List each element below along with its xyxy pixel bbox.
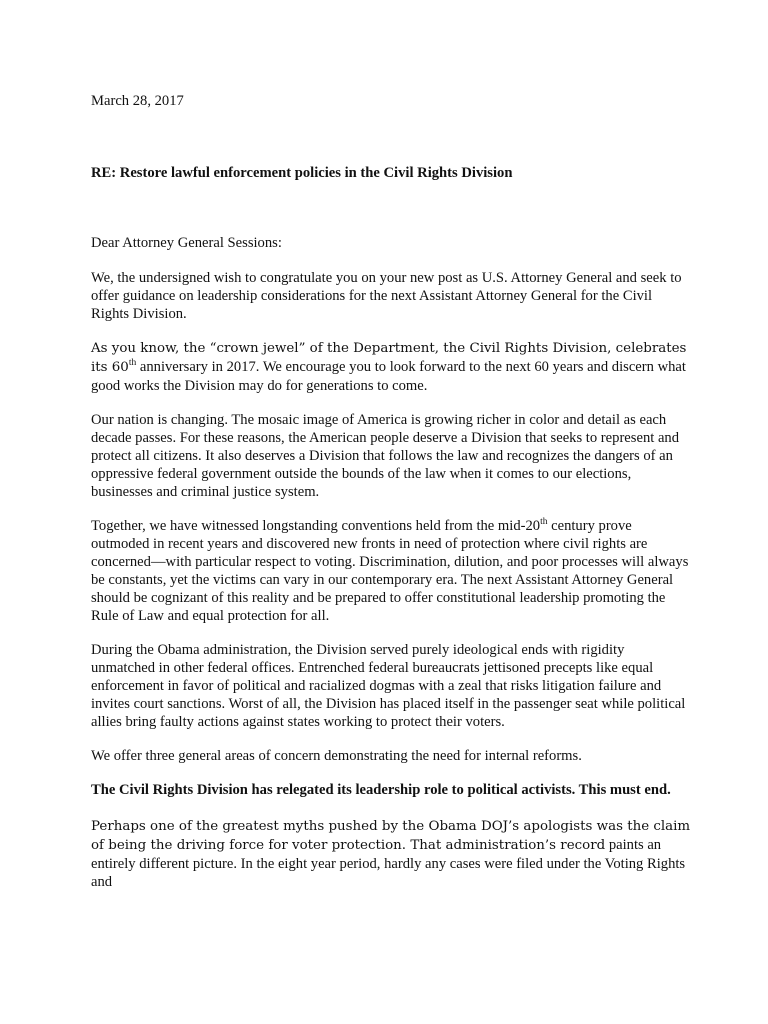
paragraph-conventions-text: Together, we have witnessed longstanding conventions held from the mid-20	[91, 518, 541, 534]
paragraph-three-areas: We offer three general areas of concern demonstrating the need for internal reforms.	[91, 748, 582, 764]
paragraph-greatest-myths	[91, 817, 691, 891]
letter-salutation: Dear Attorney General Sessions:	[91, 235, 282, 251]
letter-date: March 28, 2017	[91, 93, 184, 109]
paragraph-greatest-myths-text: Perhaps one of the greatest myths pushed by the Obama DOJ’s apologists was the claim of being the driving force for voter protection. That administration’s record	[91, 819, 691, 853]
paragraph-greatest-myths-text-cont: paints an entirely different picture. In the eight year period, hardly any cases were filed under the Voting Rights and	[91, 837, 686, 890]
paragraph-crown-jewel	[91, 339, 691, 395]
ordinal-suffix: th	[128, 358, 137, 368]
ordinal-suffix: th	[540, 517, 548, 527]
letter-subject: RE: Restore lawful enforcement policies in the Civil Rights Division	[91, 165, 513, 181]
paragraph-obama-administration: During the Obama administration, the Division served purely ideological ends with rigidity unmatched in other federal offices. Entrenched federal bureaucrats jettisoned precepts like equal enforcement in favor of political and racialized dogmas with a zeal that risks litigation failure and invites court sanctions. Worst of all, the Division has placed itself in the passenger seat while political allies bring faulty actions against states working to protect their voters.	[91, 642, 686, 730]
section-heading-political-activists: The Civil Rights Division has relegated its leadership role to political activists. This must end.	[91, 782, 671, 798]
paragraph-crown-jewel-text-cont: anniversary in 2017. We encourage you to look forward to the next 60 years and discern what good works the Division may do for generations to come.	[91, 359, 686, 394]
paragraph-conventions	[91, 517, 691, 625]
paragraph-nation-changing: Our nation is changing. The mosaic image of America is growing richer in color and detail as each decade passes. For these reasons, the American people deserve a Division that seeks to represent and protect all citizens. It also deserves a Division that follows the law and recognizes the dangers of an oppressive federal government outside the bounds of the law when it comes to our elections, businesses and criminal justice system.	[91, 412, 680, 500]
paragraph-congratulations: We, the undersigned wish to congratulate you on your new post as U.S. Attorney General and seek to offer guidance on leadership considerations for the next Assistant Attorney General for the Civil Rights Division.	[91, 270, 682, 322]
paragraph-conventions-text-cont: century prove outmoded in recent years and discovered new fronts in need of protection where civil rights are concerned—with particular respect to voting. Discrimination, dilution, and poor processes will always be constants, yet the victims can vary in our contemporary era. The next Assistant Attorney General should be cognizant of this reality and be prepared to offer constitutional leadership promoting the Rule of Law and equal protection for all.	[91, 518, 689, 624]
paragraph-crown-jewel-text: As you know, the “crown jewel” of the Department, the Civil Rights Division, celebrates its 60	[91, 341, 687, 375]
letter-page	[91, 92, 691, 907]
